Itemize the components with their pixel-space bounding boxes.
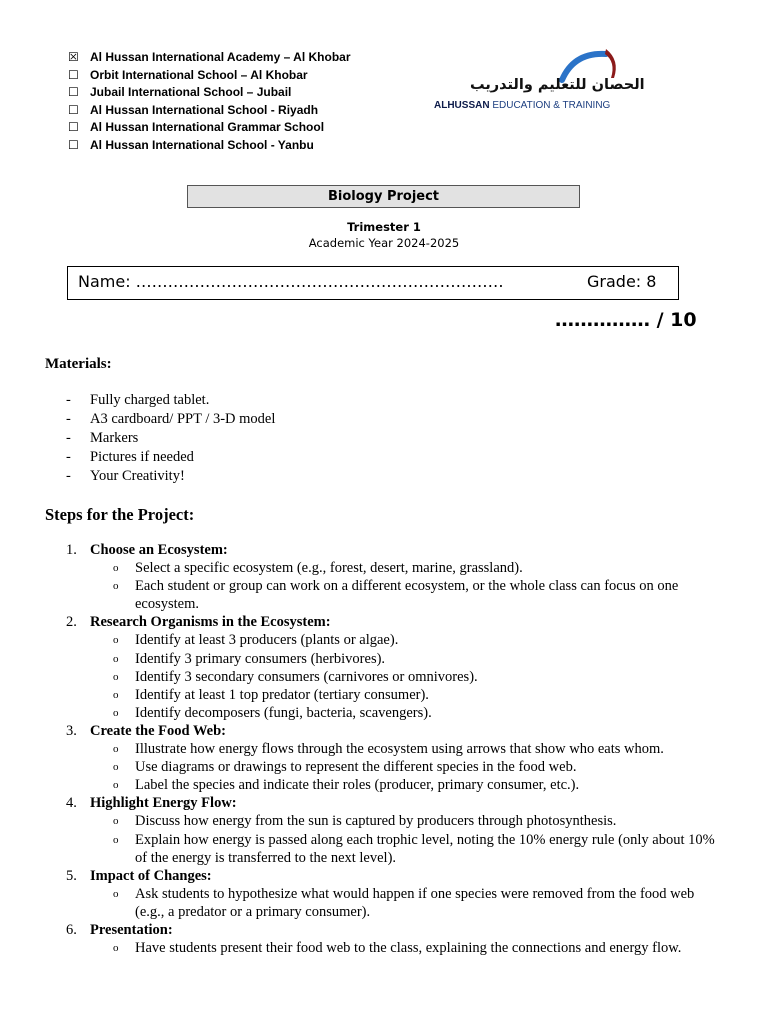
step-number: 1. [66, 542, 77, 558]
sub-item [66, 650, 726, 668]
school-option[interactable] [68, 119, 408, 137]
step-title: Choose an Ecosystem: [90, 542, 228, 558]
sub-text: Explain how energy is passed along each trophic level, noting the 10% energy rule (only about 10% of the energy is transferred to the next level). [135, 831, 715, 866]
materials-list [66, 391, 275, 486]
score-field[interactable]: …………… / 10 [555, 309, 697, 331]
dash-marker: - [66, 449, 71, 465]
name-grade-box [67, 266, 679, 300]
checkbox-icon[interactable]: ☐ [68, 102, 79, 117]
step-number: 2. [66, 614, 77, 631]
bullet-icon: o [113, 562, 119, 575]
trimester-label: Trimester 1 [347, 220, 421, 234]
sub-text: Discuss how energy from the sun is captured by producers through photosynthesis. [135, 813, 617, 830]
bullet-icon: o [113, 688, 119, 701]
list-item [66, 410, 275, 429]
steps-list [66, 541, 726, 957]
sub-item [66, 776, 726, 794]
sub-text: Identify decomposers (fungi, bacteria, scavengers). [135, 704, 432, 721]
step-number: 6. [66, 921, 77, 938]
step-number: 4. [66, 795, 77, 812]
school-option[interactable] [68, 49, 408, 67]
sub-item [66, 812, 726, 830]
sub-text: Each student or group can work on a different ecosystem, or the whole class can focus on one ecosystem. [135, 578, 679, 613]
materials-heading: Materials: [45, 356, 112, 372]
checkbox-icon[interactable]: ☐ [68, 120, 79, 135]
step-title: Research Organisms in the Ecosystem: [90, 614, 331, 631]
school-name: Al Hussan International Grammar School [90, 120, 325, 135]
sub-item [66, 668, 726, 686]
school-name: Jubail International School – Jubail [90, 85, 292, 100]
bullet-icon: o [113, 580, 119, 593]
steps-heading: Steps for the Project: [45, 505, 195, 524]
bullet-icon: o [113, 815, 119, 828]
sub-item [66, 885, 726, 921]
bullet-icon: o [113, 743, 119, 756]
dash-marker: - [66, 430, 71, 446]
sub-text: Identify 3 primary consumers (herbivores). [135, 650, 386, 667]
bullet-icon: o [113, 706, 119, 719]
checkbox-icon[interactable]: ☐ [68, 85, 79, 100]
dash-marker: - [66, 468, 71, 484]
step-item [66, 867, 726, 885]
logo-english-text [434, 100, 610, 111]
sub-text: Identify 3 secondary consumers (carnivores or omnivores). [135, 668, 478, 685]
sub-text: Illustrate how energy flows through the ecosystem using arrows that show who eats whom. [135, 741, 664, 758]
step-title: Create the Food Web: [90, 722, 226, 739]
sub-text: Select a specific ecosystem (e.g., forest, desert, marine, grassland). [135, 560, 523, 577]
step-item [66, 921, 726, 939]
bullet-icon: o [113, 634, 119, 647]
school-checklist [68, 49, 408, 155]
step-number: 5. [66, 867, 77, 884]
academic-year: Academic Year 2024-2025 [308, 236, 460, 250]
sub-item [66, 686, 726, 704]
sub-item [66, 559, 726, 577]
bullet-icon: o [113, 670, 119, 683]
material-text: Pictures if needed [90, 449, 194, 465]
school-name: Al Hussan International Academy – Al Khobar [90, 50, 351, 64]
step-item [66, 722, 726, 740]
sub-text: Have students present their food web to the class, explaining the connections and energy flow. [135, 940, 682, 957]
checkbox-icon[interactable]: ☐ [68, 67, 79, 82]
step-title: Highlight Energy Flow: [90, 795, 237, 812]
checkbox-icon[interactable]: ☐ [68, 137, 79, 152]
sub-item [66, 758, 726, 776]
checkbox-checked-icon[interactable]: ☒ [68, 50, 79, 64]
school-option[interactable] [68, 84, 408, 102]
dash-marker: - [66, 411, 71, 427]
bullet-icon: o [113, 833, 119, 846]
school-option[interactable] [68, 137, 408, 155]
list-item [66, 391, 275, 410]
bullet-icon: o [113, 761, 119, 774]
sub-text: Ask students to hypothesize what would happen if one species were removed from the food web (e.g., a predator or a primary consumer). [135, 885, 695, 920]
sub-text: Label the species and indicate their roles (producer, primary consumer, etc.). [135, 777, 580, 794]
material-text: Markers [90, 430, 139, 446]
sub-text: Identify at least 3 producers (plants or algae). [135, 632, 399, 649]
school-name: Orbit International School – Al Khobar [90, 67, 308, 82]
sub-item [66, 831, 726, 867]
logo-arabic-text: الحصان للتعليم والتدريب [470, 77, 645, 93]
step-number: 3. [66, 722, 77, 739]
school-option[interactable] [68, 102, 408, 120]
name-field[interactable]: Name: …………………………………………………………… [78, 272, 504, 291]
list-item [66, 429, 275, 448]
bullet-icon: o [113, 779, 119, 792]
step-title: Impact of Changes: [90, 867, 212, 884]
project-title: Biology Project [187, 185, 580, 208]
step-title: Presentation: [90, 921, 173, 938]
sub-text: Identify at least 1 top predator (tertiary consumer). [135, 686, 429, 703]
sub-item [66, 939, 726, 957]
school-name: Al Hussan International School - Yanbu [90, 137, 314, 152]
logo-subtitle: EDUCATION & TRAINING [489, 100, 611, 111]
material-text: Fully charged tablet. [90, 392, 210, 408]
step-item [66, 541, 726, 559]
school-option[interactable] [68, 67, 408, 85]
sub-item [66, 577, 726, 613]
alhussan-logo [432, 46, 645, 114]
bullet-icon: o [113, 652, 119, 665]
list-item [66, 467, 275, 486]
school-name: Al Hussan International School - Riyadh [90, 102, 319, 117]
material-text: A3 cardboard/ PPT / 3-D model [90, 411, 276, 427]
bullet-icon: o [113, 942, 119, 955]
material-text: Your Creativity! [90, 468, 185, 484]
sub-item [66, 740, 726, 758]
sub-item [66, 704, 726, 722]
sub-item [66, 631, 726, 649]
sub-text: Use diagrams or drawings to represent the different species in the food web. [135, 759, 577, 776]
dash-marker: - [66, 392, 71, 408]
bullet-icon: o [113, 887, 119, 900]
grade-label: Grade: 8 [587, 272, 657, 291]
step-item [66, 613, 726, 631]
step-item [66, 794, 726, 812]
logo-brand: ALHUSSAN [434, 100, 490, 111]
list-item [66, 448, 275, 467]
